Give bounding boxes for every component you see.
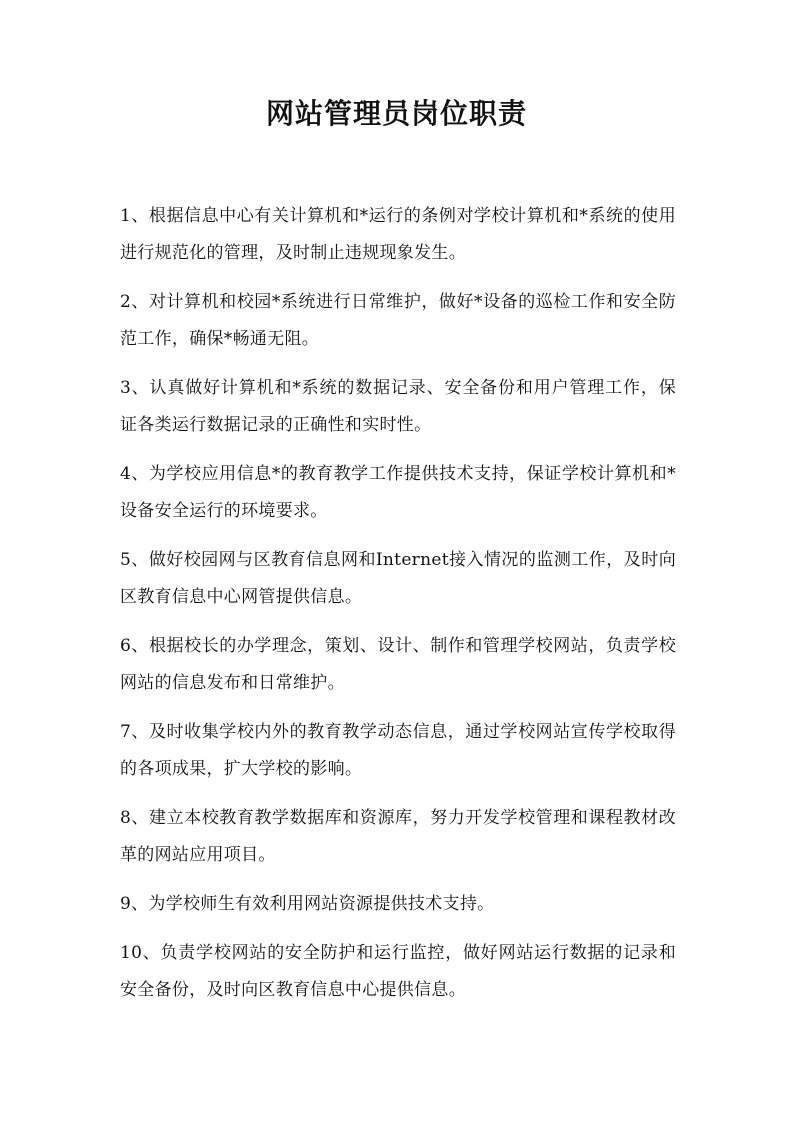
- duty-item-10: 10、负责学校网站的安全防护和运行监控，做好网站运行数据的记录和安全备份，及时向区教育信息中心提供信息。: [120, 943, 676, 1000]
- duty-item-6: 6、根据校长的办学理念，策划、设计、制作和管理学校网站，负责学校网站的信息发布和日常维护。: [120, 636, 676, 693]
- duty-item-3: 3、认真做好计算机和*系统的数据记录、安全备份和用户管理工作，保证各类运行数据记录的正确性和实时性。: [120, 378, 676, 435]
- duty-item-5: 5、做好校园网与区教育信息网和Internet接入情况的监测工作，及时向区教育信息中心网管提供信息。: [120, 550, 676, 607]
- duty-item-8: 8、建立本校教育教学数据库和资源库，努力开发学校管理和课程教材改革的网站应用项目。: [120, 808, 676, 865]
- page-title: 网站管理员岗位职责: [265, 97, 527, 130]
- duty-item-7: 7、及时收集学校内外的教育教学动态信息，通过学校网站宣传学校取得的各项成果，扩大学校的影响。: [120, 722, 676, 779]
- duty-list: [120, 198, 676, 1021]
- duty-item-1: 1、根据信息中心有关计算机和*运行的条例对学校计算机和*系统的使用进行规范化的管理，及时制止违规现象发生。: [120, 206, 676, 263]
- duty-item-9: 9、为学校师生有效利用网站资源提供技术支持。: [120, 894, 495, 914]
- duty-item-4: 4、为学校应用信息*的教育教学工作提供技术支持，保证学校计算机和*设备安全运行的环境要求。: [120, 464, 676, 521]
- duty-item-2: 2、对计算机和校园*系统进行日常维护，做好*设备的巡检工作和安全防范工作，确保*畅通无阻。: [120, 292, 676, 349]
